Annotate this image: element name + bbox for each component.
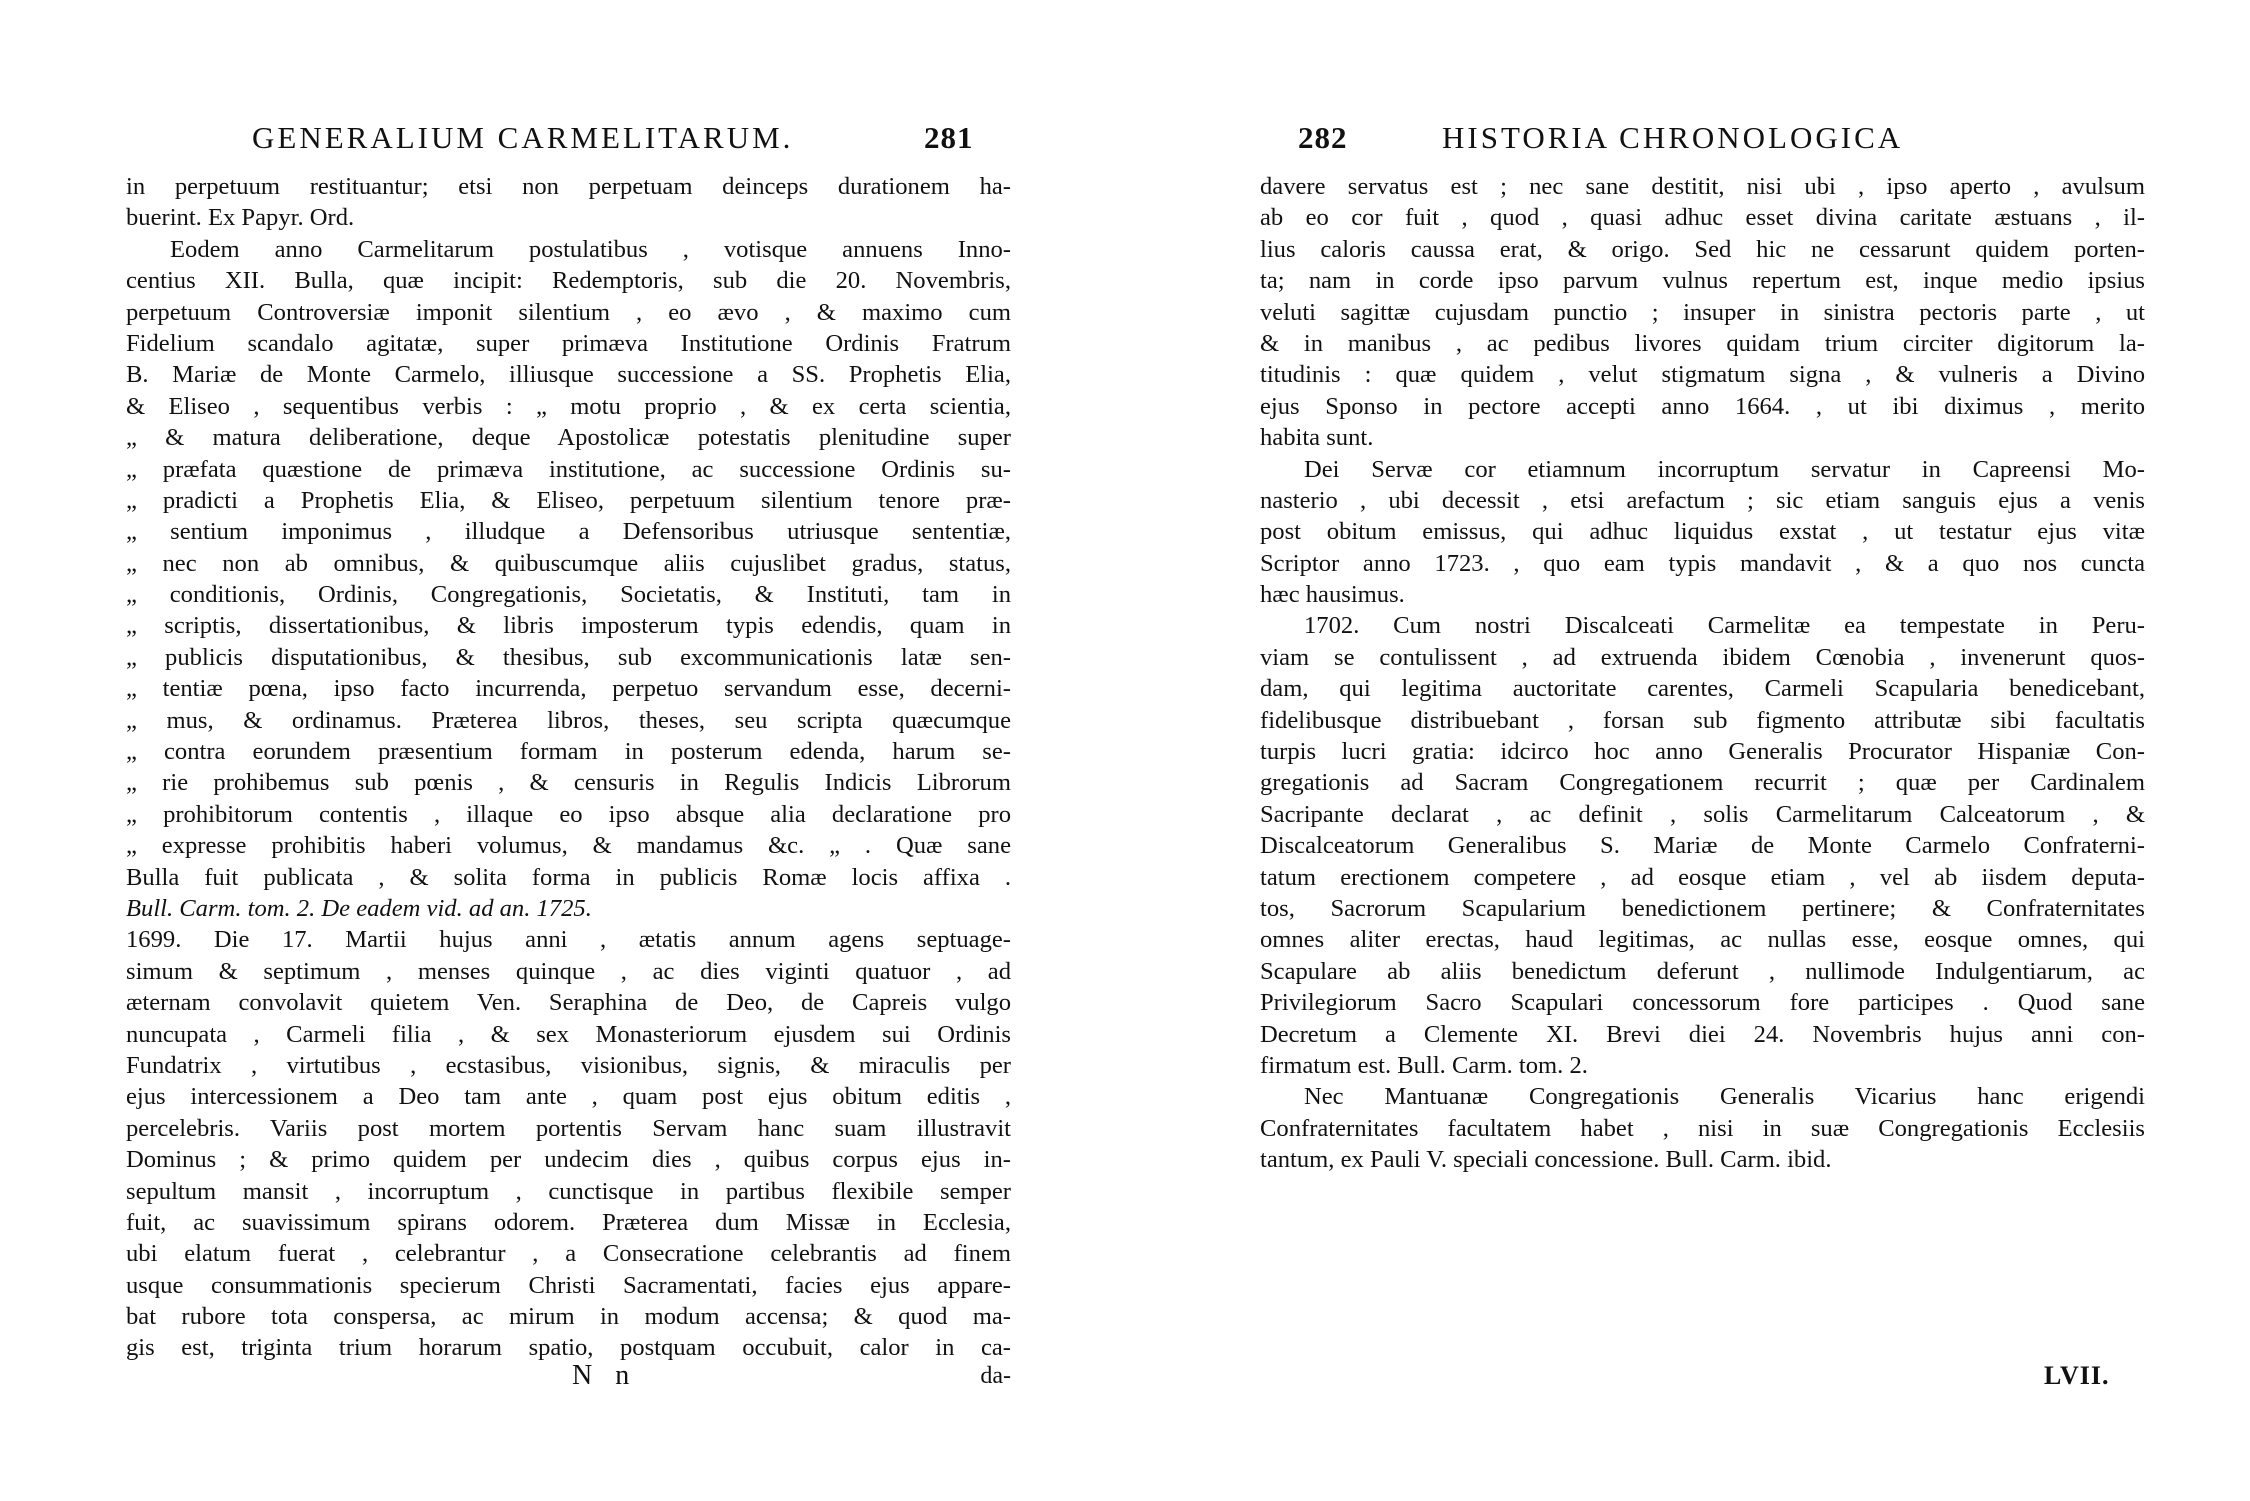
text-line: post obitum emissus, qui adhuc liquidus exstat , ut testatur ejus vitæ [1260, 518, 2145, 546]
text-line: „ scriptis, dissertationibus, & libris imposterum typis edendis, quam in [126, 612, 1011, 640]
text-line: & Eliseo , sequentibus verbis : „ motu proprio , & ex certa scientia, [126, 392, 1011, 420]
text-line: perpetuum Controversiæ imponit silentium , eo ævo , & maximo cum [126, 298, 1011, 326]
text-line: simum & septimum , menses quinque , ac dies viginti quatuor , ad [126, 957, 1011, 985]
text-line: Scapulare ab aliis benedictum deferunt , nullimode Indulgentiarum, ac [1260, 957, 2145, 985]
text-line: ubi elatum fuerat , celebrantur , a Consecratione celebrantis ad finem [126, 1240, 1011, 1268]
text-line: „ prohibitorum contentis , illaque eo ipso absque alia declaratione pro [126, 800, 1011, 828]
text-line: ab eo cor fuit , quod , quasi adhuc esset divina caritate æstuans , il- [1260, 204, 2145, 232]
left-page-footer [126, 1358, 1011, 1394]
text-line: Dei Servæ cor etiamnum incorruptum servatur in Capreensi Mo- [1304, 455, 2145, 483]
text-line: „ tentiæ pœna, ipso facto incurrenda, perpetuo servandum esse, decerni- [126, 675, 1011, 703]
left-page-body [126, 171, 1011, 1364]
text-line: „ publicis disputationibus, & thesibus, sub excommunicationis latæ sen- [126, 643, 1011, 671]
text-line: „ conditionis, Ordinis, Congregationis, Societatis, & Instituti, tam in [126, 581, 1011, 609]
text-line: usque consummationis specierum Christi Sacramentati, facies ejus appare- [126, 1271, 1011, 1299]
text-line: Nec Mantuanæ Congregationis Generalis Vicarius hanc erigendi [1304, 1083, 2145, 1111]
text-line: B. Mariæ de Monte Carmelo, illiusque successione a SS. Prophetis Elia, [126, 361, 1011, 389]
text-line: 1699. Die 17. Martii hujus anni , ætatis annum agens septuage- [126, 926, 1011, 954]
text-line: „ rie prohibemus sub pœnis , & censuris in Regulis Indicis Librorum [126, 769, 1011, 797]
text-line: Eodem anno Carmelitarum postulatibus , votisque annuens Inno- [170, 235, 1011, 263]
text-line: habita sunt. [1260, 424, 1374, 452]
text-line: „ contra eorundem præsentium formam in posterum edenda, harum se- [126, 738, 1011, 766]
text-line: gis est, triginta trium horarum spatio, postquam occubuit, calor in ca- [126, 1334, 1011, 1362]
text-line: omnes aliter erectas, haud legitimas, ac nullas esse, eosque omnes, qui [1260, 926, 2145, 954]
text-line: Confraternitates facultatem habet , nisi in suæ Congregationis Ecclesiis [1260, 1114, 2145, 1142]
text-line: tos, Sacrorum Scapularium benedictionem pertinere; & Confraternitates [1260, 894, 2145, 922]
text-line: bat rubore tota conspersa, ac mirum in modum accensa; & quod ma- [126, 1303, 1011, 1331]
text-line: Fidelium scandalo agitatæ, super primæva Institutione Ordinis Fratrum [126, 329, 1011, 357]
text-line: lius caloris caussa erat, & origo. Sed hic ne cessarunt quidem porten- [1260, 235, 2145, 263]
right-signature-mark: LVII. [2044, 1361, 2110, 1390]
right-page-body [1260, 171, 2145, 1176]
text-line: Fundatrix , virtutibus , ecstasibus, visionibus, signis, & miraculis per [126, 1051, 1011, 1079]
text-line: tantum, ex Pauli V. speciali concessione. Bull. Carm. ibid. [1260, 1146, 1832, 1174]
text-line: Privilegiorum Sacro Scapulari concessorum fore participes . Quod sane [1260, 989, 2145, 1017]
catchword: da- [980, 1363, 1011, 1389]
right-running-title: HISTORIA CHRONOLOGICA [1442, 120, 1904, 155]
text-line: in perpetuum restituantur; etsi non perpetuam deinceps durationem ha- [126, 173, 1011, 200]
text-line: gregationis ad Sacram Congregationem recurrit ; quæ per Cardinalem [1260, 769, 2145, 797]
left-page-number: 281 [924, 120, 974, 155]
text-line: „ expresse prohibitis haberi volumus, & mandamus &c. „ . Quæ sane [126, 832, 1011, 860]
text-line: percelebris. Variis post mortem portentis Servam hanc suam illustravit [126, 1114, 1011, 1142]
text-line: davere servatus est ; nec sane destitit, nisi ubi , ipso aperto , avulsum [1260, 173, 2145, 200]
right-page-number: 282 [1298, 120, 1348, 155]
citation-line: Bull. Carm. tom. 2. De eadem vid. ad an. 1725. [126, 894, 592, 922]
text-line: „ sentium imponimus , illudque a Defensoribus utriusque sententiæ, [126, 518, 1011, 546]
text-line: ejus Sponso in pectore accepti anno 1664. , ut ibi diximus , merito [1260, 392, 2145, 420]
right-page [1125, 0, 2250, 1501]
text-line: nuncupata , Carmeli filia , & sex Monasteriorum ejusdem sui Ordinis [126, 1020, 1011, 1048]
text-line: „ pradicti a Prophetis Elia, & Eliseo, perpetuum silentium tenore præ- [126, 486, 1011, 514]
text-line: veluti sagittæ cujusdam punctio ; insuper in sinistra pectoris parte , ut [1260, 298, 2145, 326]
text-line: hæc hausimus. [1260, 581, 1405, 609]
text-line: ejus intercessionem a Deo tam ante , quam post ejus obitum editis , [126, 1083, 1011, 1111]
text-line: „ mus, & ordinamus. Præterea libros, theses, seu scripta quæcumque [126, 706, 1011, 734]
text-line: & in manibus , ac pedibus livores quidam trium circiter digitorum la- [1260, 329, 2145, 357]
text-line: „ præfata quæstione de primæva institutione, ac successione Ordinis su- [126, 455, 1011, 483]
text-line: turpis lucri gratia: idcirco hoc anno Generalis Procurator Hispaniæ Con- [1260, 738, 2145, 766]
signature-mark: N n [572, 1360, 638, 1391]
text-line: firmatum est. Bull. Carm. tom. 2. [1260, 1051, 1588, 1079]
text-line: Scriptor anno 1723. , quo eam typis mandavit , & a quo nos cuncta [1260, 549, 2145, 577]
text-line: fuit, ac suavissimum spirans odorem. Præterea dum Missæ in Ecclesia, [126, 1208, 1011, 1236]
text-line: titudinis : quæ quidem , velut stigmatum signa , & vulneris a Divino [1260, 361, 2145, 389]
text-line: sepultum mansit , incorruptum , cunctisque in partibus flexibile semper [126, 1177, 1011, 1205]
text-line: buerint. Ex Papyr. Ord. [126, 204, 355, 232]
text-line: Bulla fuit publicata , & solita forma in publicis Romæ locis affixa . [126, 863, 1011, 891]
text-line: „ & matura deliberatione, deque Apostolicæ potestatis plenitudine super [126, 424, 1011, 452]
text-line: fidelibusque distribuebant , forsan sub figmento attributæ sibi facultatis [1260, 706, 2145, 734]
text-line: Discalceatorum Generalibus S. Mariæ de Monte Carmelo Confraterni- [1260, 832, 2145, 860]
left-running-title: GENERALIUM CARMELITARUM. [252, 120, 794, 155]
text-line: Decretum a Clemente XI. Brevi diei 24. Novembris hujus anni con- [1260, 1020, 2145, 1048]
text-line: viam se contulissent , ad extruenda ibidem Cœnobia , invenerunt quos- [1260, 643, 2145, 671]
text-line: ta; nam in corde ipso parvum vulnus repertum est, inque medio ipsius [1260, 267, 2145, 295]
text-line: „ nec non ab omnibus, & quibuscumque aliis cujuslibet gradus, status, [126, 549, 1011, 577]
text-line: æternam convolavit quietem Ven. Seraphina de Deo, de Capreis vulgo [126, 989, 1011, 1017]
text-line: nasterio , ubi decessit , etsi arefactum ; sic etiam sanguis ejus a venis [1260, 486, 2145, 514]
text-line: dam, qui legitima auctoritate carentes, Carmeli Scapularia benedicebant, [1260, 675, 2145, 703]
text-line: Dominus ; & primo quidem per undecim dies , quibus corpus ejus in- [126, 1146, 1011, 1174]
text-line: Sacripante declarat , ac definit , solis Carmelitarum Calceatorum , & [1260, 800, 2145, 828]
text-line: 1702. Cum nostri Discalceati Carmelitæ ea tempestate in Peru- [1304, 612, 2145, 640]
text-line: centius XII. Bulla, quæ incipit: Redemptoris, sub die 20. Novembris, [126, 267, 1011, 295]
text-line: tatum erectionem competere , ad eosque etiam , vel ab iisdem deputa- [1260, 863, 2145, 891]
